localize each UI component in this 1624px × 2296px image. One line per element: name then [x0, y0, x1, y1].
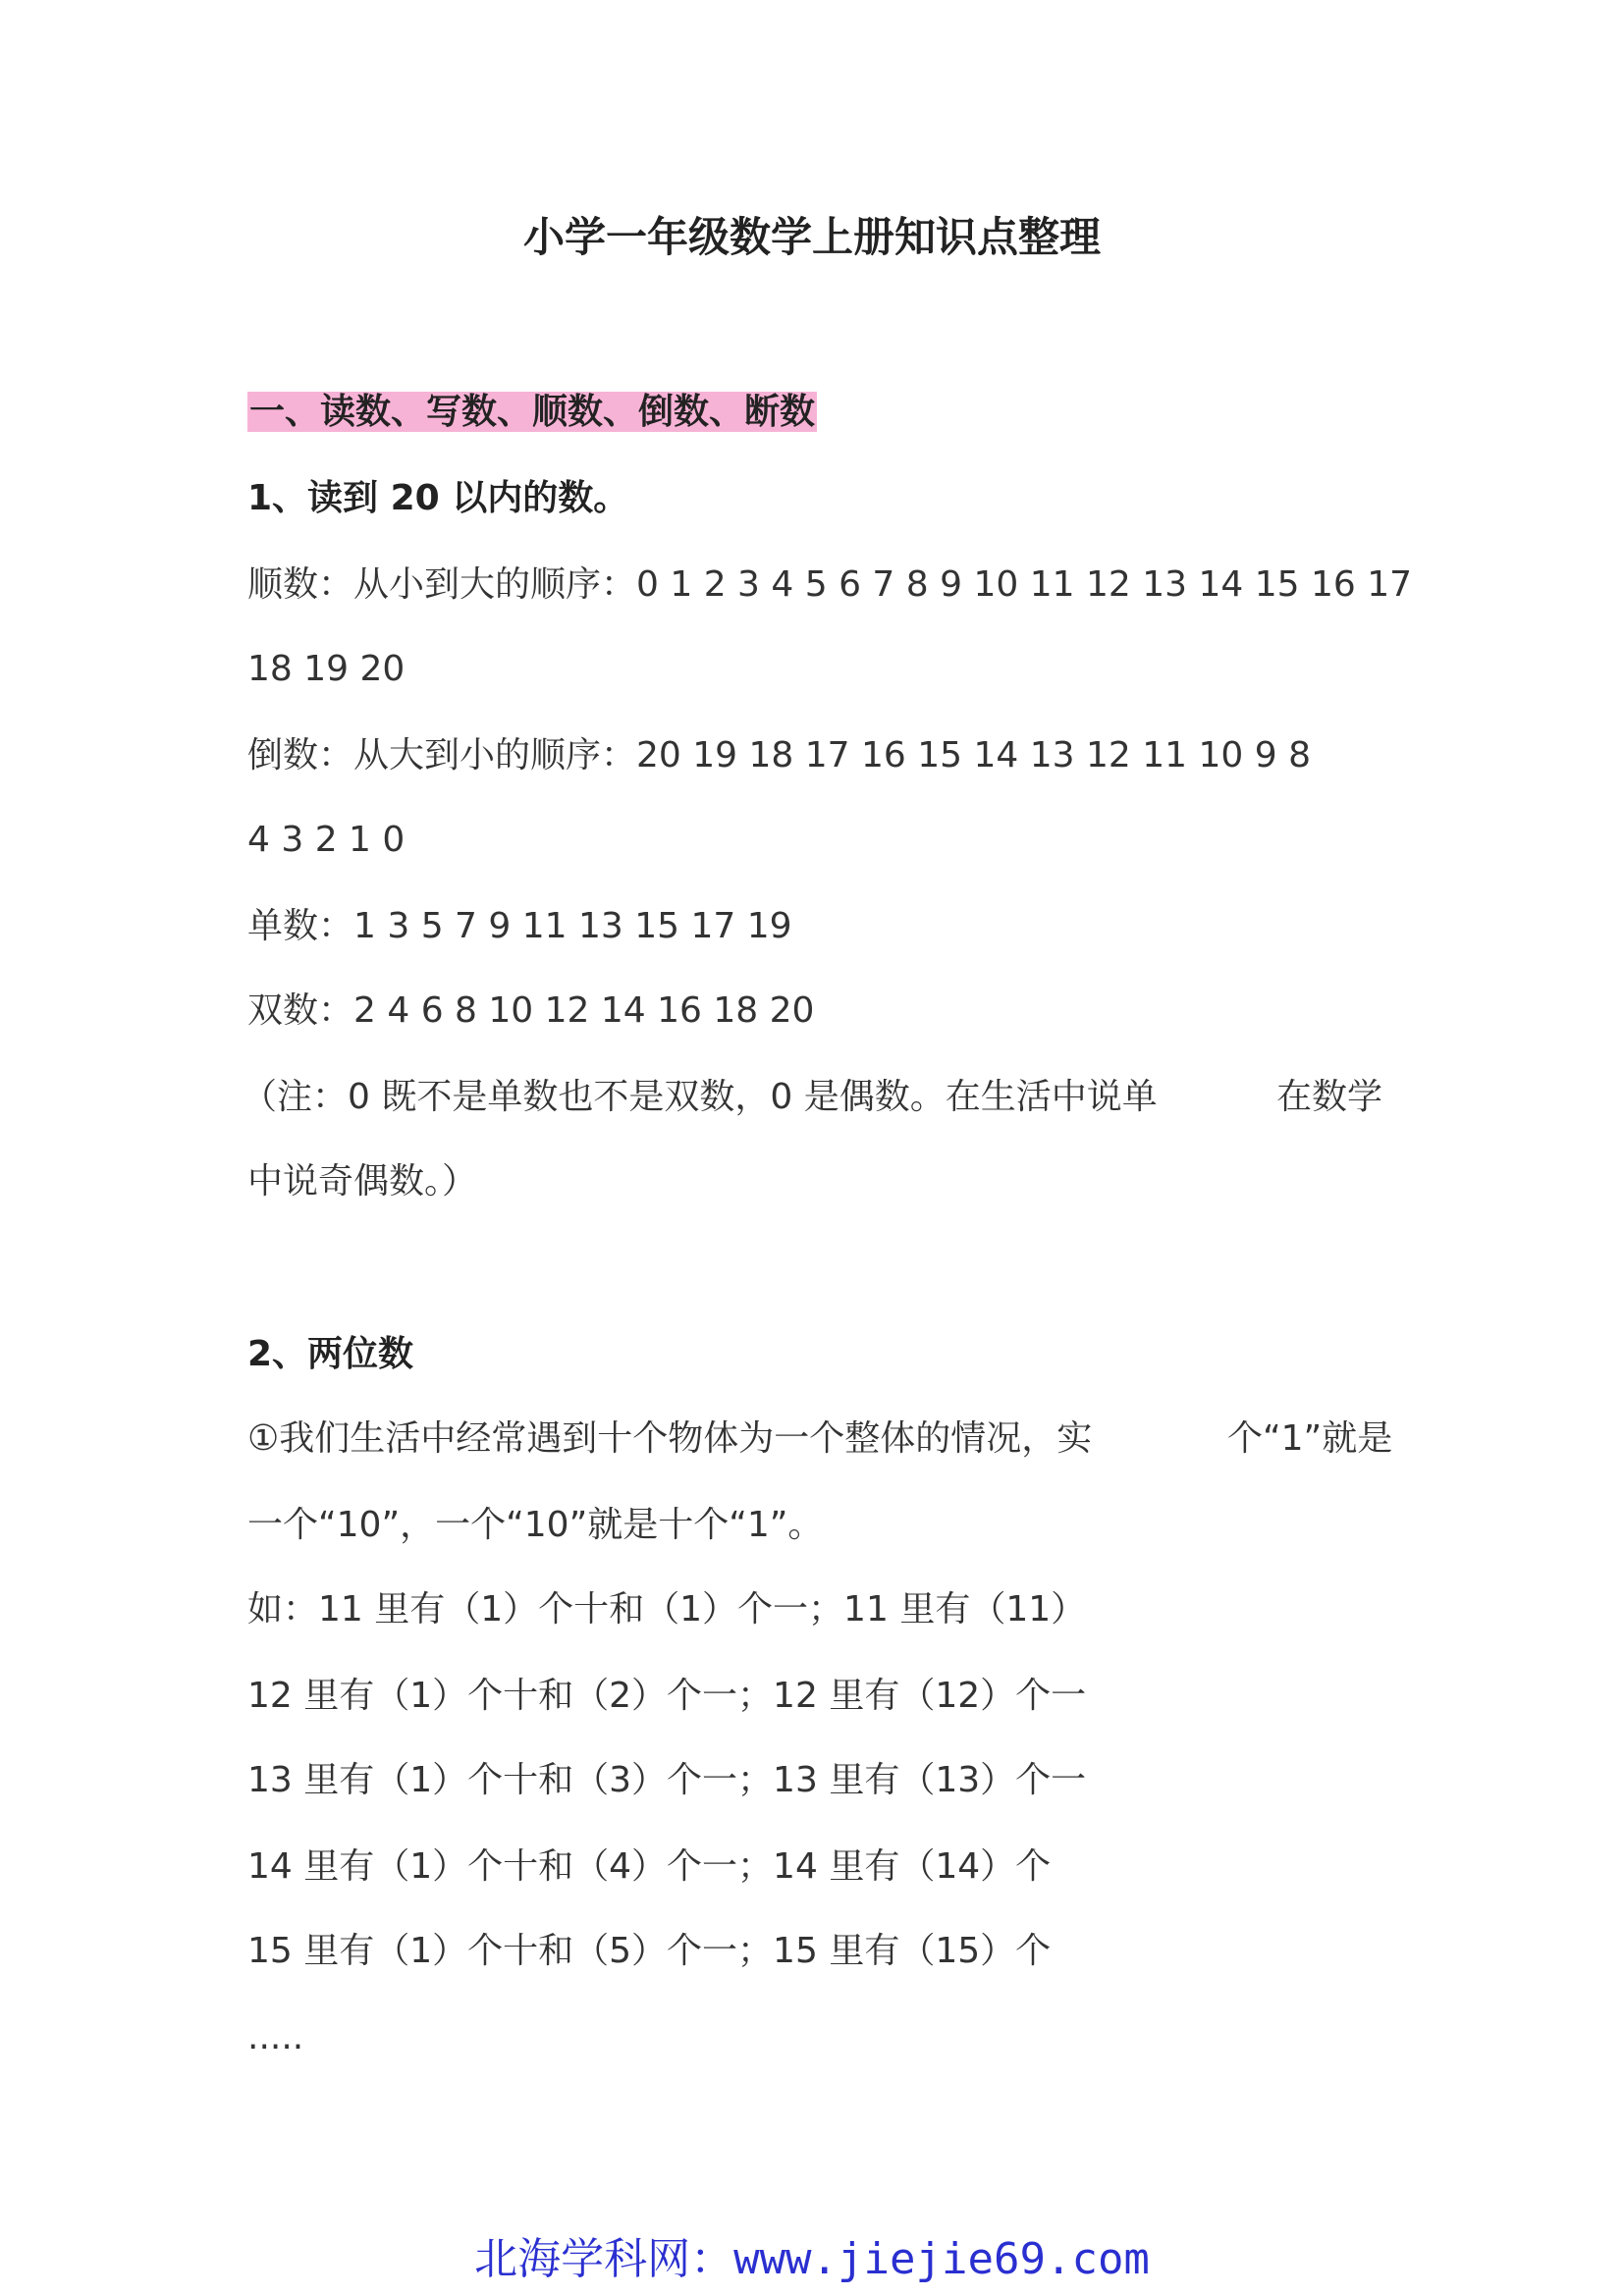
note-line-1-right: 在数学: [1276, 1077, 1383, 1117]
example-line: 13 里有（1）个十和（3）个一；13 里有（13）个一: [247, 1760, 1087, 1800]
example-line: 15 里有（1）个十和（5）个一；15 里有（15）个: [247, 1931, 1052, 1971]
page-title: 小学一年级数学上册知识点整理: [522, 213, 1101, 261]
two-digit-intro-line-1: ①我们生活中经常遇到十个物体为一个整体的情况，实: [247, 1418, 1093, 1459]
section-heading-1: [247, 385, 817, 440]
ascending-order-line-2: 18 19 20: [247, 649, 406, 689]
two-digit-intro-line-1-right: 个“1”就是: [1227, 1418, 1393, 1459]
footer-url[interactable]: www.jiejie69.com: [733, 2234, 1150, 2284]
subsection-heading-1: 1、读到 20 以内的数。: [247, 478, 629, 518]
example-line: 14 里有（1）个十和（4）个一；14 里有（14）个: [247, 1846, 1052, 1887]
example-line: 如：11 里有（1）个十和（1）个一；11 里有（11）: [247, 1589, 1087, 1629]
note-line-1: （注：0 既不是单数也不是双数，0 是偶数。在生活中说单: [242, 1077, 1158, 1117]
note-line-2: 中说奇偶数。）: [247, 1161, 478, 1201]
section-heading-1-text: 一、读数、写数、顺数、倒数、断数: [249, 392, 816, 432]
footer-label: 北海学科网：: [474, 2234, 734, 2284]
subsection-heading-2: 2、两位数: [247, 1334, 414, 1374]
even-numbers-line: 双数：2 4 6 8 10 12 14 16 18 20: [247, 990, 815, 1031]
odd-numbers-line: 单数：1 3 5 7 9 11 13 15 17 19: [247, 906, 792, 946]
footer-watermark: [0, 2230, 1624, 2289]
ascending-order-line-1: 顺数：从小到大的顺序：0 1 2 3 4 5 6 7 8 9 10 11 12 13 14 15 16 17: [247, 564, 1413, 605]
ellipsis: .....: [247, 2017, 304, 2057]
descending-order-line-1: 倒数：从大到小的顺序：20 19 18 17 16 15 14 13 12 11 10 9 8: [247, 735, 1312, 775]
descending-order-line-2: 4 3 2 1 0: [247, 820, 406, 860]
example-line: 12 里有（1）个十和（2）个一；12 里有（12）个一: [247, 1676, 1087, 1716]
two-digit-intro-line-2: 一个“10”，一个“10”就是十个“1”。: [247, 1505, 824, 1545]
